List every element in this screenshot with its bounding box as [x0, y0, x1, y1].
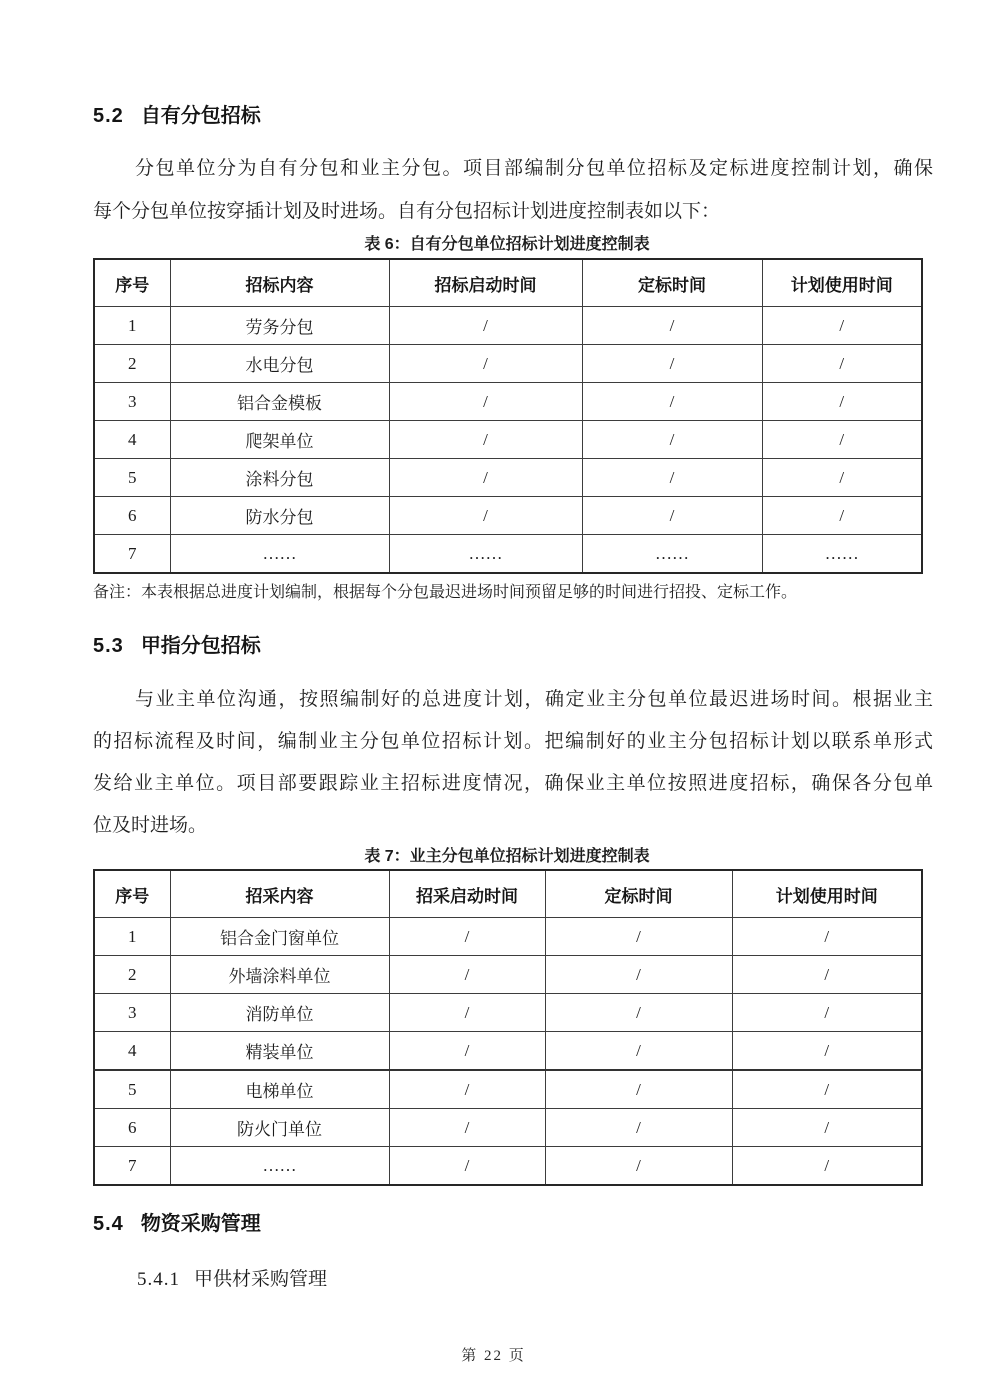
table-cell: /: [545, 1109, 732, 1147]
header-cell: 招标内容: [170, 259, 389, 307]
table-cell: 3: [94, 994, 170, 1032]
table-cell: /: [389, 497, 582, 535]
table-row: [94, 994, 922, 1032]
section-5-4-title: 物资采购管理: [140, 1213, 261, 1235]
header-cell: 招采内容: [170, 870, 389, 918]
section-5-4-1-title: 甲供材采购管理: [194, 1269, 328, 1290]
table-cell: 4: [94, 1032, 170, 1071]
table-cell: 防火门单位: [170, 1109, 389, 1147]
section-5-2-title: 自有分包招标: [140, 105, 261, 127]
table-cell: 2: [94, 956, 170, 994]
table-row: [94, 1070, 922, 1109]
table-cell: /: [762, 345, 922, 383]
header-cell: 招采启动时间: [389, 870, 545, 918]
table-cell: 7: [94, 535, 170, 574]
table-cell: /: [389, 918, 545, 956]
table-cell: /: [762, 459, 922, 497]
table-cell: 2: [94, 345, 170, 383]
table-cell: /: [389, 1109, 545, 1147]
table-6-header-row: [94, 259, 922, 307]
table-cell: 铝合金门窗单位: [170, 918, 389, 956]
table-cell: /: [545, 994, 732, 1032]
table-cell: /: [732, 918, 922, 956]
table-cell: /: [762, 421, 922, 459]
table-row: [94, 383, 922, 421]
table-row: [94, 497, 922, 535]
table-row: [94, 307, 922, 345]
paragraph-line: 位及时进场。: [93, 815, 208, 836]
table-cell: /: [762, 307, 922, 345]
table-cell: /: [545, 1070, 732, 1109]
table-row: [94, 421, 922, 459]
table-cell: 1: [94, 307, 170, 345]
table-6-note: 备注：本表根据总进度计划编制，根据每个分包最迟进场时间预留足够的时间进行招投、定标工作。: [93, 584, 798, 601]
table-cell: 5: [94, 1070, 170, 1109]
header-cell: 计划使用时间: [762, 259, 922, 307]
table-cell: ……: [582, 535, 762, 574]
table-cell: /: [545, 1032, 732, 1071]
paragraph-line: 每个分包单位按穿插计划及时进场。自有分包招标计划进度控制表如以下：: [93, 201, 721, 222]
table-7-caption: 表 7：业主分包单位招标计划进度控制表: [364, 848, 650, 865]
table-cell: 铝合金模板: [170, 383, 389, 421]
paragraph-line: 分包单位分为自有分包和业主分包。项目部编制分包单位招标及定标进度控制计划，确保: [135, 158, 933, 179]
table-cell: 精装单位: [170, 1032, 389, 1071]
table-7: [93, 869, 923, 1186]
section-5-3-title: 甲指分包招标: [140, 635, 261, 657]
table-cell: 6: [94, 1109, 170, 1147]
header-cell: 定标时间: [582, 259, 762, 307]
header-cell: 序号: [94, 870, 170, 918]
table-cell: /: [389, 1070, 545, 1109]
paragraph-line: 的招标流程及时间，编制业主分包单位招标计划。把编制好的业主分包招标计划以联系单形式: [93, 731, 933, 752]
table-cell: /: [732, 994, 922, 1032]
table-cell: ……: [389, 535, 582, 574]
table-cell: 消防单位: [170, 994, 389, 1032]
table-cell: /: [582, 383, 762, 421]
table-cell: /: [732, 1147, 922, 1186]
paragraph-line: 发给业主单位。项目部要跟踪业主招标进度情况，确保业主单位按照进度招标，确保各分包单: [93, 773, 933, 794]
table-cell: 3: [94, 383, 170, 421]
section-5-2-heading: [93, 102, 933, 130]
table-cell: ……: [762, 535, 922, 574]
table-row: [94, 1109, 922, 1147]
table-cell: 1: [94, 918, 170, 956]
table-cell: 爬架单位: [170, 421, 389, 459]
section-5-3-heading: [93, 632, 933, 660]
table-cell: 外墙涂料单位: [170, 956, 389, 994]
header-cell: 招标启动时间: [389, 259, 582, 307]
table-cell: /: [389, 345, 582, 383]
table-cell: /: [582, 345, 762, 383]
page-number: 第 22 页: [461, 1348, 526, 1364]
table-cell: 7: [94, 1147, 170, 1186]
table-row: [94, 535, 922, 574]
table-cell: /: [582, 421, 762, 459]
table-cell: 防水分包: [170, 497, 389, 535]
table-6: [93, 258, 923, 574]
table-cell: 电梯单位: [170, 1070, 389, 1109]
table-6-body: [94, 307, 922, 574]
table-row: [94, 918, 922, 956]
table-cell: /: [389, 421, 582, 459]
table-row: [94, 1147, 922, 1186]
table-cell: /: [545, 1147, 732, 1186]
table-cell: 4: [94, 421, 170, 459]
table-7-header-row: [94, 870, 922, 918]
table-cell: /: [389, 1147, 545, 1186]
section-5-4-1-number: 5.4.1: [137, 1269, 180, 1290]
section-5-2-number: 5.2: [93, 105, 124, 127]
table-7-body: [94, 918, 922, 1186]
table-cell: /: [389, 459, 582, 497]
table-6-caption: 表 6：自有分包单位招标计划进度控制表: [364, 236, 650, 253]
table-cell: /: [732, 1070, 922, 1109]
table-cell: /: [389, 383, 582, 421]
paragraph-line: 与业主单位沟通，按照编制好的总进度计划，确定业主分包单位最迟进场时间。根据业主: [135, 689, 933, 710]
table-row: [94, 345, 922, 383]
section-5-2-paragraph: [93, 147, 933, 233]
section-5-4-1-heading: [137, 1267, 933, 1293]
table-cell: 劳务分包: [170, 307, 389, 345]
table-cell: 6: [94, 497, 170, 535]
section-5-4-number: 5.4: [93, 1213, 124, 1235]
table-cell: /: [389, 956, 545, 994]
table-cell: /: [582, 459, 762, 497]
table-cell: /: [389, 994, 545, 1032]
section-5-4-heading: [93, 1210, 933, 1238]
table-cell: /: [389, 1032, 545, 1071]
section-5-3-paragraph: [93, 679, 933, 847]
header-cell: 定标时间: [545, 870, 732, 918]
table-cell: /: [582, 497, 762, 535]
table-cell: /: [545, 956, 732, 994]
table-row: [94, 1032, 922, 1071]
table-cell: /: [732, 1109, 922, 1147]
table-row: [94, 956, 922, 994]
table-cell: ……: [170, 1147, 389, 1186]
table-cell: ……: [170, 535, 389, 574]
table-cell: 5: [94, 459, 170, 497]
table-cell: /: [732, 1032, 922, 1071]
table-cell: /: [582, 307, 762, 345]
section-5-3-number: 5.3: [93, 635, 124, 657]
table-cell: /: [762, 383, 922, 421]
table-cell: 水电分包: [170, 345, 389, 383]
table-cell: /: [389, 307, 582, 345]
header-cell: 序号: [94, 259, 170, 307]
table-cell: /: [545, 918, 732, 956]
table-row: [94, 459, 922, 497]
header-cell: 计划使用时间: [732, 870, 922, 918]
table-cell: /: [732, 956, 922, 994]
table-cell: /: [762, 497, 922, 535]
table-cell: 涂料分包: [170, 459, 389, 497]
